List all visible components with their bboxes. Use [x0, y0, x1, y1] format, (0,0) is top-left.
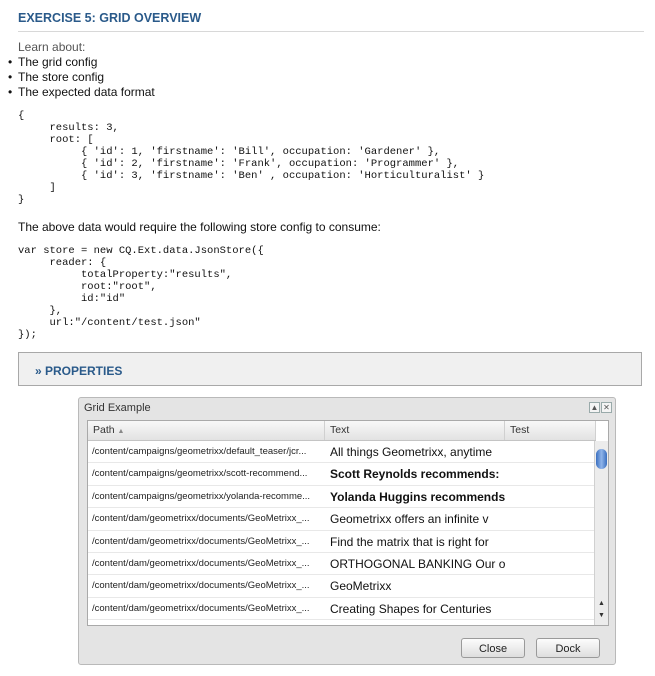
- table-row[interactable]: [88, 486, 596, 508]
- table-row[interactable]: [88, 508, 596, 530]
- cell-path: /content/campaigns/geometrixx/yolanda-recomme...: [92, 490, 311, 502]
- grid-header: [88, 421, 596, 441]
- cell-path: /content/dam/geometrixx/documents/GeoMetrixx_...: [92, 602, 310, 614]
- cell-path: /content/dam/geometrixx/documents/GeoMetrixx_...: [92, 580, 310, 592]
- cell-text: Creating Shapes for Centuries: [330, 601, 492, 616]
- cell-path: /content/campaigns/geometrixx/default_teaser/jcr...: [92, 446, 307, 457]
- json-code-sample: { results: 3, root: [ { 'id': 1, 'firstname': 'Bill', occupation: 'Gardener' }, { 'id': 2, 'firstname': 'Frank', occupation: 'Programmer' }, { 'id': 3, 'firstname': 'Ben' , occupation: 'Horticulturalist' } ] }: [18, 110, 485, 206]
- cell-path: /content/dam/geometrixx/documents/GeoMetrixx_...: [92, 535, 310, 547]
- cell-text: Scott Reynolds recommends:: [330, 467, 500, 482]
- store-config-paragraph: The above data would require the following store config to consume:: [18, 220, 381, 234]
- table-row[interactable]: [88, 531, 596, 553]
- column-header-test[interactable]: Test: [505, 421, 596, 440]
- grid-rows: [88, 441, 596, 620]
- cell-path: /content/dam/geometrixx/documents/GeoMetrixx_...: [92, 513, 310, 525]
- scroll-thumb[interactable]: [596, 449, 607, 469]
- sort-asc-icon: ▲: [117, 428, 125, 435]
- scroll-down-icon[interactable]: ▼: [598, 612, 605, 619]
- close-icon[interactable]: ✕: [601, 402, 612, 413]
- table-row[interactable]: [88, 441, 596, 463]
- scroll-up-icon[interactable]: ▲: [598, 600, 605, 607]
- cell-text: GeoMetrixx: [330, 579, 392, 594]
- bullet-list: [8, 55, 155, 100]
- table-row[interactable]: [88, 598, 596, 620]
- data-grid: [87, 420, 609, 626]
- table-row[interactable]: [88, 575, 596, 597]
- store-code-sample: var store = new CQ.Ext.data.JsonStore({ reader: { totalProperty:"results", root:"root", id:"id" }, url:"/content/test.json" });: [18, 245, 264, 341]
- vertical-scrollbar[interactable]: [594, 441, 608, 626]
- table-row[interactable]: [88, 463, 596, 485]
- cell-text: All things Geometrixx, anytime: [330, 445, 493, 459]
- grid-example-window: [78, 397, 616, 665]
- bullet-item: • The expected data format: [8, 85, 155, 99]
- cell-text: ORTHOGONAL BANKING Our o: [330, 556, 506, 571]
- cell-path: /content/campaigns/geometrixx/scott-recommend...: [92, 468, 308, 480]
- cell-text: Yolanda Huggins recommends: [330, 489, 506, 504]
- cell-text: Geometrixx offers an infinite v: [330, 512, 489, 527]
- close-button[interactable]: Close: [461, 638, 525, 658]
- cell-text: Find the matrix that is right for: [330, 534, 489, 549]
- bullet-item: • The grid config: [8, 55, 98, 69]
- window-title: Grid Example: [84, 402, 151, 414]
- column-header-path[interactable]: Path ▲: [88, 421, 325, 440]
- table-row[interactable]: [88, 553, 596, 575]
- collapse-icon[interactable]: ▲: [590, 403, 599, 412]
- page-title: EXERCISE 5: GRID OVERVIEW: [18, 11, 644, 32]
- properties-panel[interactable]: [18, 352, 642, 386]
- learn-label: Learn about:: [18, 40, 86, 54]
- dock-button[interactable]: Dock: [536, 638, 600, 658]
- bullet-item: • The store config: [8, 70, 105, 84]
- properties-toggle[interactable]: » PROPERTIES: [35, 364, 123, 378]
- column-header-text[interactable]: Text: [325, 421, 505, 440]
- cell-path: /content/dam/geometrixx/documents/GeoMetrixx_...: [92, 557, 310, 569]
